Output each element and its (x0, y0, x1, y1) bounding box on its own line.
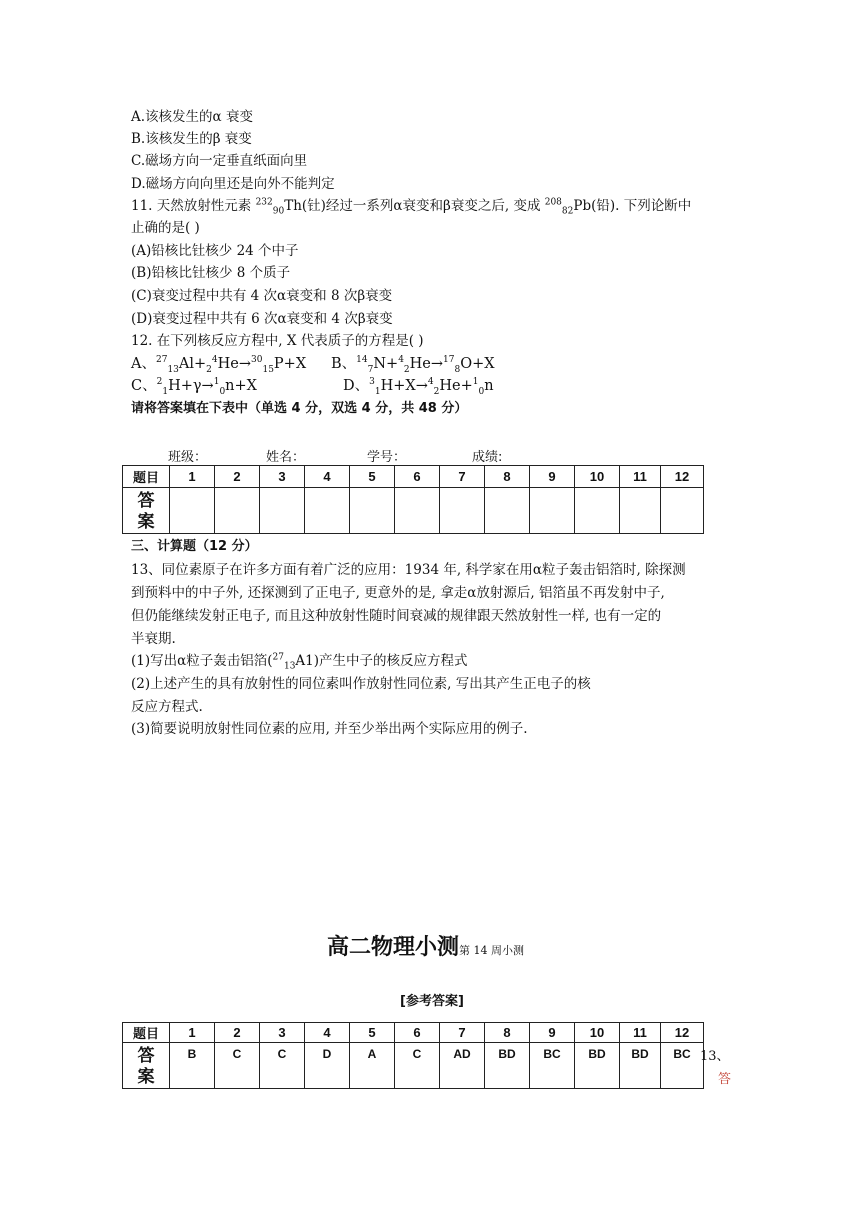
header-cell-11: 11 (620, 1023, 661, 1043)
answer-row-label: 答案 (123, 488, 170, 534)
q11-stem: 11. 天然放射性元素 $^{232}_{90}$Th(钍)经过一系列α衰变和β衰变之后, 变成 $^{208}_{82}$Pb(铅). 下列论断中 (131, 197, 692, 217)
header-cell-4: 4 (305, 1023, 350, 1043)
header-cell-11: 11 (620, 466, 661, 488)
answer-sheet-table (122, 465, 704, 534)
answer-blank-9[interactable] (530, 488, 575, 534)
answer-blank-7[interactable] (440, 488, 485, 534)
answer-key-1: B (170, 1043, 215, 1089)
header-cell-3: 3 (260, 466, 305, 488)
q11-option-b: (B)铅核比钍核少 8 个质子 (131, 265, 291, 281)
side-note-13: 13、 (700, 1049, 730, 1064)
header-cell-7: 7 (440, 1023, 485, 1043)
answer-blank-12[interactable] (661, 488, 704, 534)
q12-option-c: C、$^2_1$H+γ→$^1_0$n+X (131, 377, 257, 397)
answer-key-6: C (395, 1043, 440, 1089)
class-label: 班级： (168, 450, 208, 465)
header-cell-9: 9 (530, 466, 575, 488)
answer-key-4: D (305, 1043, 350, 1089)
q11-option-c: (C)衰变过程中共有 4 次α衰变和 8 次β衰变 (131, 288, 393, 304)
q13-line-3: 但仍能继续发射正电子, 而且这种放射性随时间衰减的规律跟天然放射性一样, 也有一定的 (131, 608, 662, 624)
answer-key-2: C (215, 1043, 260, 1089)
student-number-label: 学号： (367, 450, 407, 465)
name-label: 姓名： (266, 450, 306, 465)
option-d-prev: D.磁场方向向里还是向外不能判定 (131, 176, 335, 192)
header-cell-12: 12 (661, 466, 704, 488)
header-cell-7: 7 (440, 466, 485, 488)
side-note-answer: 答 (718, 1072, 732, 1087)
header-cell-1: 1 (170, 466, 215, 488)
q13-part-1: (1)写出α粒子轰击铝箔($^{27}_{13}$A1)产生中子的核反应方程式 (131, 652, 468, 672)
answer-blank-2[interactable] (215, 488, 260, 534)
score-label: 成绩: (472, 450, 503, 465)
q13-line-2: 到预料中的中子外, 还探测到了正电子, 更意外的是, 拿走α放射源后, 铝箔虽不再发射中子, (131, 585, 665, 601)
answer-key-table (122, 1022, 704, 1089)
header-cell-8: 8 (485, 1023, 530, 1043)
answer-key-8: BD (485, 1043, 530, 1089)
answer-key-11: BD (620, 1043, 661, 1089)
option-b-prev: B.该核发生的β 衰变 (131, 131, 252, 147)
option-c-prev: C.磁场方向一定垂直纸面向里 (131, 153, 308, 169)
answer-blank-11[interactable] (620, 488, 661, 534)
reference-answer-label: [参考答案] (400, 994, 464, 1009)
answer-blank-6[interactable] (395, 488, 440, 534)
q13-part-2: (2)上述产生的具有放射性的同位素叫作放射性同位素, 写出其产生正电子的核 (131, 676, 591, 692)
q13-part-3: (3)简要说明放射性同位素的应用, 并至少举出两个实际应用的例子. (131, 721, 528, 737)
q13-part-2-cont: 反应方程式. (131, 699, 203, 715)
header-cell-6: 6 (395, 1023, 440, 1043)
header-cell-2: 2 (215, 466, 260, 488)
answer-key-7: AD (440, 1043, 485, 1089)
q12-option-a: A、$^{27}_{13}Al+_2^4He\to^{30}_{15}P+X$ (131, 355, 307, 375)
header-cell-12: 12 (661, 1023, 704, 1043)
header-cell-10: 10 (575, 1023, 620, 1043)
q12-option-d: D、$^3_1$H+X→$^4_2$He+$^1_0$n (343, 377, 494, 397)
answer-blank-4[interactable] (305, 488, 350, 534)
answer-blank-8[interactable] (485, 488, 530, 534)
section-3-heading: 三、计算题（12 分） (131, 539, 258, 554)
q12-stem: 12. 在下列核反应方程中, X 代表质子的方程是( ) (131, 333, 424, 349)
answer-key-3: C (260, 1043, 305, 1089)
answer-blank-5[interactable] (350, 488, 395, 534)
header-cell-6: 6 (395, 466, 440, 488)
q11-option-a: (A)铅核比钍核少 24 个中子 (131, 243, 299, 259)
header-cell-5: 5 (350, 1023, 395, 1043)
answer-key-9: BC (530, 1043, 575, 1089)
answer-blank-3[interactable] (260, 488, 305, 534)
header-cell-10: 10 (575, 466, 620, 488)
answer-key-10: BD (575, 1043, 620, 1089)
header-cell-9: 9 (530, 1023, 575, 1043)
answer-key-12: BC (661, 1043, 704, 1089)
option-a-prev: A.该核发生的α 衰变 (131, 109, 253, 125)
answer-row-label: 答案 (123, 1043, 170, 1089)
header-cell-4: 4 (305, 466, 350, 488)
q11-stem-cont: 止确的是( ) (131, 220, 200, 236)
q13-line-1: 13、同位素原子在许多方面有着广泛的应用：1934 年, 科学家在用α粒子轰击铝箔时, 除探测 (131, 562, 686, 578)
q13-line-4: 半衰期. (131, 631, 176, 647)
answer-key-5: A (350, 1043, 395, 1089)
answer-instruction: 请将答案填在下表中（单选 4 分，双选 4 分，共 48 分） (131, 401, 468, 416)
header-cell-2: 2 (215, 1023, 260, 1043)
q11-option-d: (D)衰变过程中共有 6 次α衰变和 4 次β衰变 (131, 311, 393, 327)
answer-blank-10[interactable] (575, 488, 620, 534)
page-title: 高二物理小测第 14 周小测 (327, 935, 525, 960)
header-cell-label: 题目 (123, 466, 170, 488)
header-cell-1: 1 (170, 1023, 215, 1043)
answer-blank-1[interactable] (170, 488, 215, 534)
header-cell-3: 3 (260, 1023, 305, 1043)
header-cell-label: 题目 (123, 1023, 170, 1043)
header-cell-8: 8 (485, 466, 530, 488)
q12-option-b: B、$^{14}_7$N+$^4_2$He→$^{17}_8$O+X (331, 355, 495, 375)
header-cell-5: 5 (350, 466, 395, 488)
